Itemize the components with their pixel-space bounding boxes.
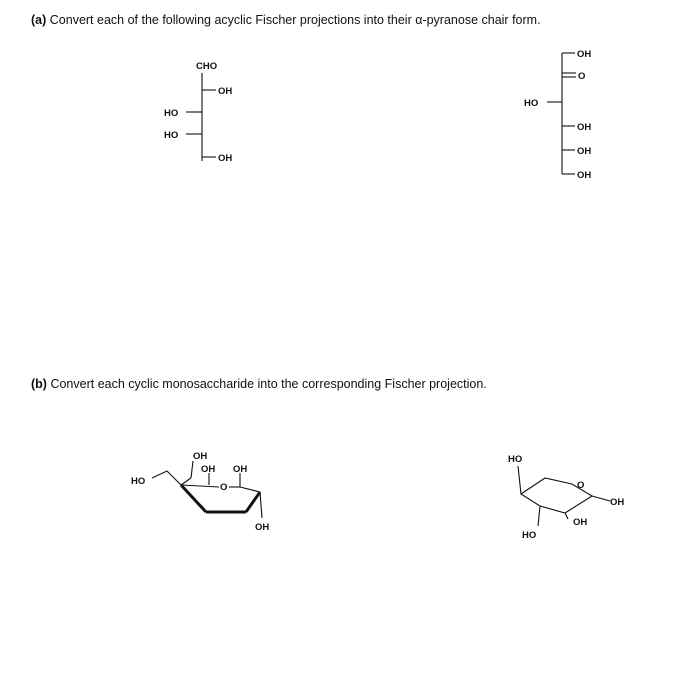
furanose-bottom-oh: OH <box>255 522 270 533</box>
fischer1-c3-ho: HO <box>164 108 179 119</box>
question-a-text: Convert each of the following acyclic Fischer projections into their α-pyranose chair form. <box>49 13 541 27</box>
pyranose-bottom-ho-bond <box>538 506 540 526</box>
furanose-c5-c4 <box>181 478 191 485</box>
fischer2-c3-ho: HO <box>524 98 539 109</box>
fischer1-c4-ho: HO <box>164 130 179 141</box>
fischer1-c2-oh: OH <box>218 86 233 97</box>
fischer2-c2-o: O <box>578 71 586 82</box>
question-b-label: (b) <box>31 377 47 391</box>
furanose-ring-c4-o <box>181 485 219 487</box>
furanose-c5-oh-bond <box>191 461 193 478</box>
furanose-structure <box>131 451 269 533</box>
question-a-label: (a) <box>31 13 47 27</box>
pyranose-top-ho-bond <box>518 466 521 494</box>
pyranose-right-oh-bond <box>592 496 610 501</box>
fischer1-cho-label: CHO <box>196 61 218 72</box>
furanose-bottom-oh-bond <box>260 492 262 518</box>
fischer2-c1-oh: OH <box>577 49 592 60</box>
fischer1-c5-oh: OH <box>218 153 233 164</box>
furanose-ring-left <box>181 485 206 512</box>
furanose-oh-2: OH <box>201 464 216 475</box>
furanose-ring-right <box>246 492 260 512</box>
furanose-ring-c1 <box>240 487 260 492</box>
fischer-projection-1 <box>164 61 232 164</box>
pyranose-ring-o: O <box>577 480 585 491</box>
furanose-oh-3: OH <box>233 464 248 475</box>
pyranose-chair-structure <box>508 454 624 541</box>
question-b-text: Convert each cyclic monosaccharide into the corresponding Fischer projection. <box>50 377 487 391</box>
fischer2-c4-oh: OH <box>577 122 592 133</box>
pyranose-right-oh: OH <box>610 497 625 508</box>
pyranose-lower-oh-bond <box>565 513 568 519</box>
furanose-ring-o: O <box>220 482 228 493</box>
pyranose-lower-oh: OH <box>573 517 588 528</box>
pyranose-top-ho: HO <box>508 454 523 465</box>
furanose-ho-label: HO <box>131 476 146 487</box>
pyranose-bottom-ho: HO <box>522 530 537 541</box>
fischer-projection-2 <box>524 49 591 181</box>
furanose-side-chain <box>152 471 181 485</box>
furanose-top-oh: OH <box>193 451 208 462</box>
fischer2-c5-oh: OH <box>577 146 592 157</box>
fischer2-c6-oh: OH <box>577 170 592 181</box>
